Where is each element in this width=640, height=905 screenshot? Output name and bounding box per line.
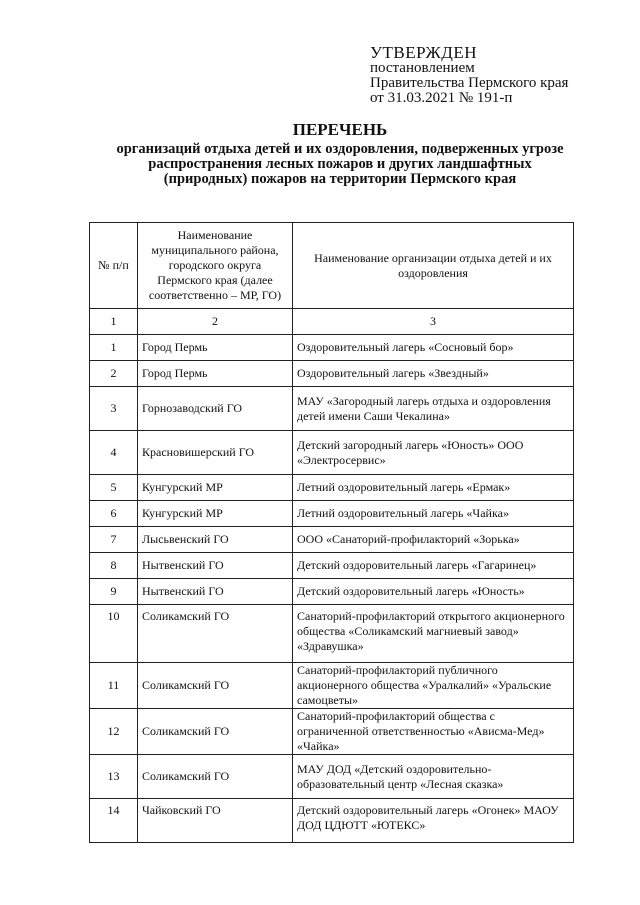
column-number: 2 (138, 309, 293, 335)
subtitle-line-3: (природных) пожаров на территории Пермского края (163, 171, 517, 187)
row-number: 6 (90, 501, 138, 527)
row-district: Красновишерский ГО (138, 431, 293, 475)
row-organization: ООО «Санаторий-профилакторий «Зорька» (293, 527, 574, 553)
table-row (90, 553, 574, 579)
row-district: Чайковский ГО (138, 799, 293, 843)
header-organization: Наименование организации отдыха детей и их оздоровления (293, 223, 574, 309)
row-district: Горнозаводский ГО (138, 387, 293, 431)
row-organization: МАУ «Загородный лагерь отдыха и оздоровления детей имени Саши Чекалина» (293, 387, 574, 431)
row-district: Кунгурский МР (138, 475, 293, 501)
approval-title: УТВЕРЖДЕН (370, 43, 477, 62)
table-row (90, 605, 574, 663)
row-organization: Детский загородный лагерь «Юность» ООО «Электросервис» (293, 431, 574, 475)
row-district: Город Пермь (138, 335, 293, 361)
row-number: 12 (90, 709, 138, 755)
row-organization: Санаторий-профилакторий общества с ограниченной ответственностью «Ависма-Мед» «Чайка» (293, 709, 574, 755)
row-organization: Оздоровительный лагерь «Сосновый бор» (293, 335, 574, 361)
row-number: 13 (90, 755, 138, 799)
row-organization: Оздоровительный лагерь «Звездный» (293, 361, 574, 387)
table-row (90, 663, 574, 709)
table-row (90, 579, 574, 605)
row-number: 11 (90, 663, 138, 709)
table-row (90, 475, 574, 501)
table-row (90, 431, 574, 475)
table-row (90, 799, 574, 843)
table-row (90, 755, 574, 799)
row-number: 10 (90, 605, 138, 663)
document-title: ПЕРЕЧЕНЬ (292, 120, 388, 139)
subtitle-line-1: организаций отдыха детей и их оздоровления, подверженных угрозе (116, 141, 564, 157)
row-district: Соликамский ГО (138, 755, 293, 799)
approval-line-3: от 31.03.2021 № 191-п (370, 90, 513, 106)
table-row (90, 709, 574, 755)
table-row (90, 361, 574, 387)
row-organization: Летний оздоровительный лагерь «Чайка» (293, 501, 574, 527)
row-organization: МАУ ДОД «Детский оздоровительно-образовательный центр «Лесная сказка» (293, 755, 574, 799)
table-row (90, 335, 574, 361)
document-subtitle (60, 142, 620, 187)
table-row (90, 527, 574, 553)
row-number: 3 (90, 387, 138, 431)
row-number: 2 (90, 361, 138, 387)
row-district: Соликамский ГО (138, 605, 293, 663)
table-header-row (90, 223, 574, 309)
approval-line-2: Правительства Пермского края (370, 75, 569, 91)
row-district: Город Пермь (138, 361, 293, 387)
row-number: 14 (90, 799, 138, 843)
row-district: Кунгурский МР (138, 501, 293, 527)
row-organization: Санаторий-профилакторий открытого акционерного общества «Соликамский магниевый завод» «Здравушка» (293, 605, 574, 663)
header-number: № п/п (90, 223, 138, 309)
row-organization: Детский оздоровительный лагерь «Огонек» МАОУ ДОД ЦДЮТТ «ЮТЕКС» (293, 799, 574, 843)
subtitle-line-2: распространения лесных пожаров и других ландшафтных (148, 156, 532, 172)
row-number: 4 (90, 431, 138, 475)
approval-line-1: постановлением (370, 60, 475, 76)
row-organization: Детский оздоровительный лагерь «Гагаринец» (293, 553, 574, 579)
row-number: 7 (90, 527, 138, 553)
column-number-row (90, 309, 574, 335)
row-district: Лысьвенский ГО (138, 527, 293, 553)
row-organization: Летний оздоровительный лагерь «Ермак» (293, 475, 574, 501)
row-district: Соликамский ГО (138, 663, 293, 709)
row-number: 1 (90, 335, 138, 361)
row-number: 9 (90, 579, 138, 605)
row-organization: Санаторий-профилакторий публичного акционерного общества «Уралкалий» «Уральские самоцветы» (293, 663, 574, 709)
column-number: 3 (293, 309, 574, 335)
row-district: Соликамский ГО (138, 709, 293, 755)
row-number: 5 (90, 475, 138, 501)
header-district: Наименование муниципального района, городского округа Пермского края (далее соответственно – МР, ГО) (138, 223, 293, 309)
column-number: 1 (90, 309, 138, 335)
row-district: Нытвенский ГО (138, 553, 293, 579)
row-organization: Детский оздоровительный лагерь «Юность» (293, 579, 574, 605)
row-number: 8 (90, 553, 138, 579)
row-district: Нытвенский ГО (138, 579, 293, 605)
approval-stamp (370, 44, 568, 106)
organizations-table (89, 222, 574, 843)
table-row (90, 501, 574, 527)
table-row (90, 387, 574, 431)
